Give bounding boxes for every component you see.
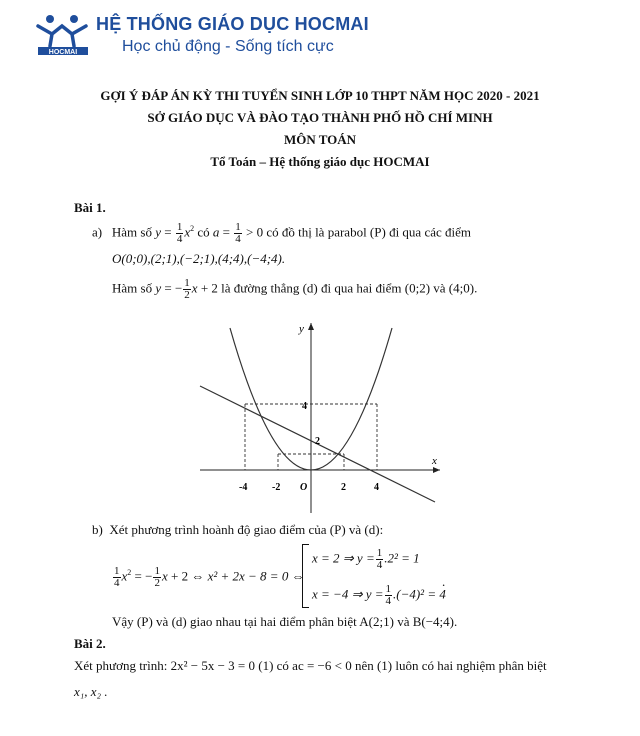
exam-title: GỢI Ý ĐÁP ÁN KỲ THI TUYỂN SINH LỚP 10 THPT NĂM HỌC 2020 - 2021 <box>100 88 540 103</box>
bai1-b-equation: $\frac{1}{4}$ $x^2$ = − $\frac{1}{2}$ x + 2 ⇔ x² + 2x − 8 = 0 ⇔ <box>114 565 305 589</box>
bai1-heading: Bài 1. <box>74 200 106 215</box>
bai2-line2: x₁, x₂ . <box>74 684 108 699</box>
y-tick-2: 2 <box>315 436 320 447</box>
x-axis-label: x <box>432 455 437 467</box>
bai1-conclusion: Vậy (P) và (d) giao nhau tại hai điểm phân biệt A(2;1) và B(−4;4). <box>112 614 458 629</box>
department-title: SỞ GIÁO DỤC VÀ ĐÀO TẠO THÀNH PHỐ HỒ CHÍ MINH <box>147 110 493 125</box>
header <box>34 12 394 64</box>
subject-title: MÔN TOÁN <box>283 132 357 147</box>
case-2: x = −4 ⇒ y = $\frac{1}{4}$ .(−4)² = 4 <box>312 583 446 607</box>
bai2-line1: Xét phương trình: 2x² − 5x − 3 = 0 (1) có ac = −6 < 0 nên (1) luôn có hai nghiệm phân biệt <box>74 658 547 673</box>
function-graph <box>190 318 450 518</box>
x-tick-4: 4 <box>374 482 379 493</box>
hocmai-logo-icon <box>34 12 92 56</box>
origin-label: O <box>300 482 308 493</box>
x-tick-minus2: -2 <box>272 482 281 493</box>
y-axis-arrow-icon <box>308 323 314 330</box>
y-tick-4: 4 <box>302 401 307 412</box>
x-tick-2: 2 <box>341 482 346 493</box>
x-axis-arrow-icon <box>433 467 440 473</box>
case-1: x = 2 ⇒ y = $\frac{1}{4}$ .2² = 1 <box>312 547 420 571</box>
bai1-a-line1: a) Hàm số y = $\frac{1}{4}$ $x^2$ có a = $\frac{1}{4}$ > 0 có đồ thị là parabol (P) đi qua các điểm <box>92 221 472 245</box>
system-bracket <box>302 544 309 608</box>
x-tick-minus4: -4 <box>239 482 248 493</box>
brand-slogan: Học chủ động - Sống tích cực <box>122 38 334 55</box>
author-title: Tổ Toán – Hệ thống giáo dục HOCMAI <box>210 154 430 169</box>
bai2-heading: Bài 2. <box>74 636 106 651</box>
y-axis-label: y <box>299 323 304 335</box>
bai1-b-line1: b) Xét phương trình hoành độ giao điểm của (P) và (d): <box>92 522 384 537</box>
bai1-a-line3: Hàm số y = − $\frac{1}{2}$ x + 2 là đường thẳng (d) đi qua hai điểm (0;2) và (4;0). <box>112 277 478 301</box>
brand-title: HỆ THỐNG GIÁO DỤC HOCMAI <box>96 14 369 34</box>
bai1-a-points: O(0;0),(2;1),(−2;1),(4;4),(−4;4). <box>112 251 286 266</box>
logo-text: HOCMAI <box>48 49 78 56</box>
